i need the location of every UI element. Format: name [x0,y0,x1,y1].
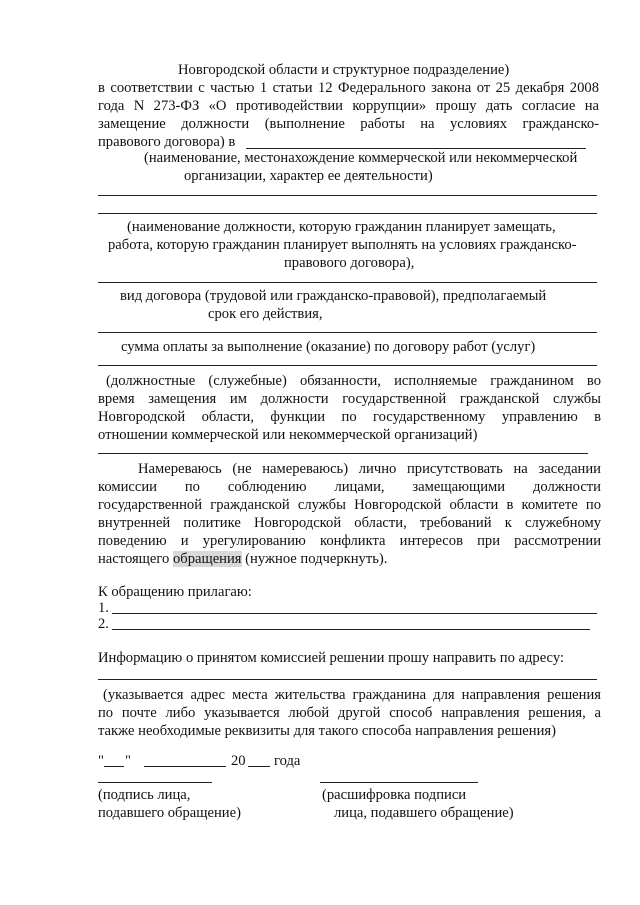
contract-blank-line[interactable] [98,282,597,283]
date-open-quote: " [98,753,104,769]
payment-hint: сумма оплаты за выполнение (оказание) по договору работ (услуг) [121,339,536,355]
signature-line[interactable] [98,782,212,783]
header-line-3: года N 273-ФЗ «О противодействии коррупции» прошу дать согласие на [98,98,599,114]
address-hint-line-3: также необходимые реквизиты для такого способа направления решения) [98,723,556,739]
address-hint-line-1: (указывается адрес места жительства гражданина для направления решения [103,687,601,703]
contract-hint-line-2: срок его действия, [208,306,323,322]
info-request: Информацию о принятом комиссией решении прошу направить по адресу: [98,650,565,666]
date-year-suffix: года [274,753,301,769]
date-year-line[interactable] [248,766,270,767]
duties-hint-line-1: (должностные (служебные) обязанности, исполняемые гражданином во [106,373,601,389]
position-hint-line-3: правового договора), [284,255,415,271]
header-line-1: Новгородской области и структурное подразделение) [178,62,510,78]
position-hint-line-2: работа, которую гражданин планирует выполнять на условиях гражданско- [108,237,577,253]
attachment-item-2-line[interactable] [112,629,590,630]
duties-hint-line-3: Новгородской области, функции по государственному управлению в [98,409,601,425]
signature-transcript-hint-line-1: (расшифровка подписи [322,787,467,803]
duties-hint-line-4: отношении коммерческой или некоммерческой организаций) [98,427,478,443]
duties-hint-line-2: время замещения им должности государственной гражданской службы [98,391,601,407]
intent-line-4: внутренней политике Новгородской области, требований к служебному [98,515,601,531]
signature-hint-line-1: (подпись лица, [98,787,191,803]
attachment-item-2-label: 2. [98,616,109,632]
attachment-item-1-line[interactable] [112,613,597,614]
payment-blank-line[interactable] [98,332,597,333]
header-line-5: правового договора) в [98,134,236,150]
intent-last-after: (нужное подчеркнуть). [241,551,388,567]
organization-blank-line-2[interactable] [98,195,597,196]
date-year-prefix: 20 [231,753,246,769]
highlighted-word: обращения [172,551,242,567]
contract-hint-line-1: вид договора (трудовой или гражданско-правовой), предполагаемый [120,288,547,304]
signature-hint-line-2: подавшего обращение) [98,805,241,821]
signature-transcript-hint-line-2: лица, подавшего обращение) [334,805,514,821]
date-close-quote: " [125,753,131,769]
signature-transcript-line[interactable] [320,782,478,783]
header-line-4: замещение должности (выполнение работы на условиях гражданско- [98,116,599,132]
organization-hint-line-1: (наименование, местонахождение коммерческой или некоммерческой [144,150,578,166]
address-blank-line[interactable] [98,679,597,680]
intent-line-3: государственной гражданской службы Новгородской области в комитете по [98,497,601,513]
address-hint-line-2: по почте либо указывается любой другой способ направления решения, а [98,705,601,721]
intent-line-1: Намереваюсь (не намереваюсь) лично присутствовать на заседании [138,461,601,477]
header-line-2: в соответствии с частью 1 статьи 12 Федерального закона от 25 декабря 2008 [98,80,599,96]
date-day-line[interactable] [104,766,124,767]
position-hint-line-1: (наименование должности, которую гражданин планирует замещать, [127,219,556,235]
intent-line-6 [98,550,387,568]
date-month-line[interactable] [144,766,226,767]
intent-line-5: поведению и урегулированию конфликта интересов при рассмотрении [98,533,601,549]
organization-hint-line-2: организации, характер ее деятельности) [184,168,433,184]
attachments-title: К обращению прилагаю: [98,584,252,600]
duties-blank-line[interactable] [98,365,597,366]
intent-line-2: комиссии по соблюдению лицами, замещающими должности [98,479,601,495]
intent-last-before: настоящего [98,551,173,567]
attachment-item-1-label: 1. [98,600,109,616]
position-blank-line[interactable] [98,213,597,214]
duties-blank-line-2[interactable] [98,453,588,454]
